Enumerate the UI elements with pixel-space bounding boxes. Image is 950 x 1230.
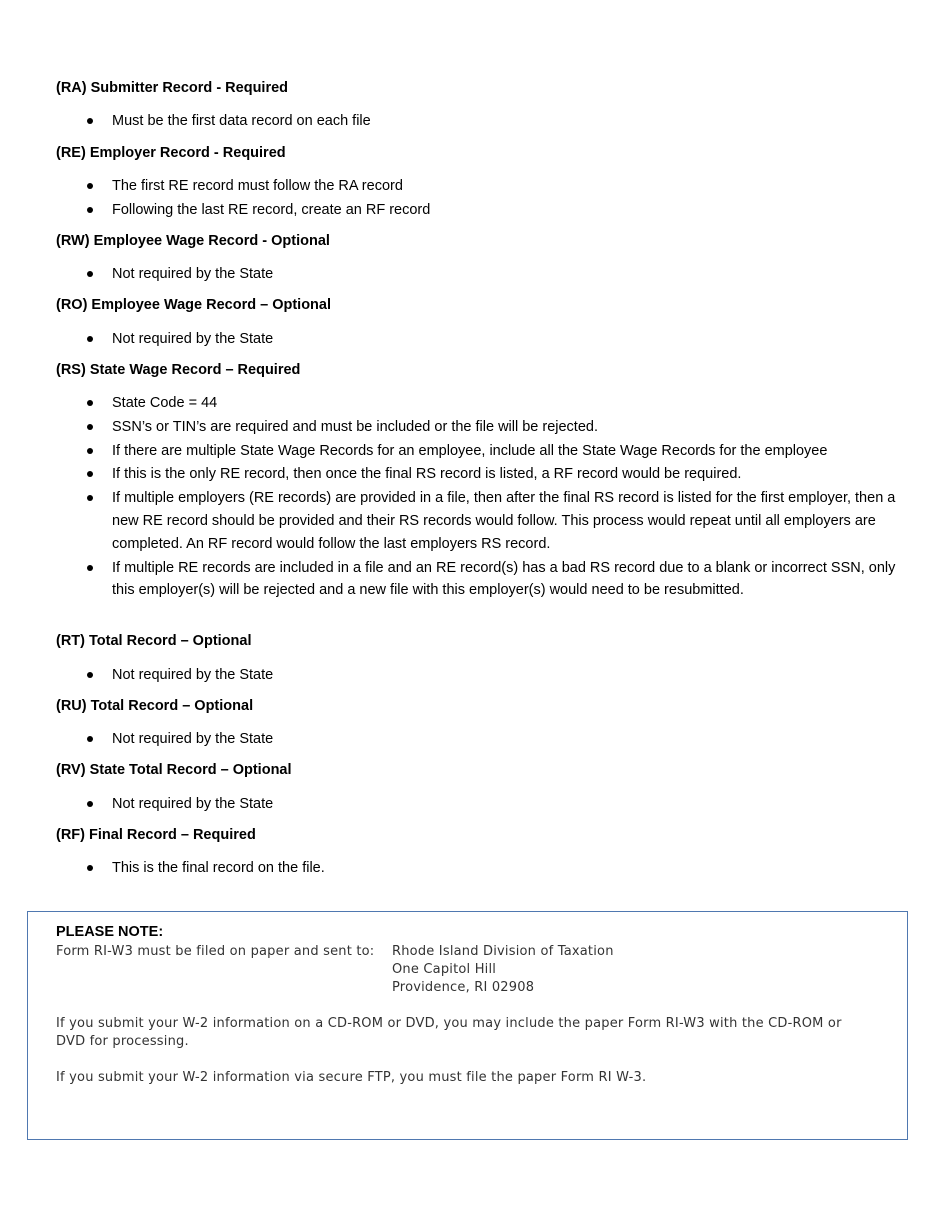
section-rt	[56, 631, 916, 687]
bullet-list	[56, 728, 916, 751]
list-item: The first RE record must follow the RA record	[56, 175, 916, 198]
section-rv	[56, 760, 916, 816]
bullet-list	[56, 793, 916, 816]
section-rf	[56, 825, 916, 880]
list-item: This is the final record on the file.	[56, 857, 916, 880]
section-heading: (RW) Employee Wage Record - Optional	[56, 233, 330, 249]
address-line: Providence, RI 02908	[392, 980, 535, 995]
list-item: Not required by the State	[56, 263, 916, 286]
section-rw	[56, 231, 916, 286]
section-heading: (RU) Total Record – Optional	[56, 698, 254, 714]
ftp-paragraph: If you submit your W-2 information via secure FTP, you must file the paper Form RI W-3.	[56, 1070, 647, 1085]
list-item: If this is the only RE record, then once the final RS record is listed, a RF record would be required.	[56, 463, 916, 486]
section-ro	[56, 295, 916, 351]
list-item: Following the last RE record, create an RF record	[56, 199, 916, 222]
mailing-address	[392, 943, 614, 997]
please-note-box	[27, 911, 908, 1140]
section-rs	[56, 360, 916, 602]
list-item: Must be the first data record on each file	[56, 110, 916, 133]
list-item: Not required by the State	[56, 728, 916, 751]
list-item: If multiple RE records are included in a file and an RE record(s) has a bad RS record due to a blank or incorrect SSN, only this employer(s) will be rejected and a new file with this employer(s) would need to be resubmitted.	[56, 557, 916, 603]
address-line: Rhode Island Division of Taxation	[392, 944, 614, 959]
note-title: PLEASE NOTE:	[56, 924, 164, 940]
section-heading: (RO) Employee Wage Record – Optional	[56, 297, 332, 313]
filing-instruction: Form RI-W3 must be filed on paper and sent to:	[56, 944, 375, 959]
list-item: If there are multiple State Wage Records for an employee, include all the State Wage Records for the employee	[56, 440, 916, 463]
list-item: Not required by the State	[56, 664, 916, 687]
list-item: SSN’s or TIN’s are required and must be included or the file will be rejected.	[56, 416, 916, 439]
list-item: Not required by the State	[56, 793, 916, 816]
bullet-list	[56, 328, 916, 351]
section-heading: (RE) Employer Record - Required	[56, 145, 286, 161]
section-re	[56, 143, 916, 222]
list-item: If multiple employers (RE records) are provided in a file, then after the final RS record is listed for the first employer, then a new RE record should be provided and their RS records would follow. This process would repeat until all employers are completed. An RF record would follow the last employers RS record.	[56, 487, 916, 555]
bullet-list	[56, 857, 916, 880]
section-heading: (RV) State Total Record – Optional	[56, 762, 292, 778]
bullet-list	[56, 392, 916, 602]
list-item: State Code = 44	[56, 392, 916, 415]
section-ra	[56, 78, 916, 133]
bullet-list	[56, 263, 916, 286]
cd-rom-paragraph: If you submit your W-2 information on a CD-ROM or DVD, you may include the paper Form RI-W3 with the CD-ROM or DVD for processing.	[56, 1016, 842, 1049]
list-item: Not required by the State	[56, 328, 916, 351]
section-heading: (RS) State Wage Record – Required	[56, 362, 301, 378]
section-heading: (RT) Total Record – Optional	[56, 633, 252, 649]
section-heading: (RA) Submitter Record - Required	[56, 80, 289, 96]
bullet-list	[56, 175, 916, 222]
section-ru	[56, 696, 916, 751]
section-heading: (RF) Final Record – Required	[56, 827, 256, 843]
address-line: One Capitol Hill	[392, 962, 497, 977]
bullet-list	[56, 110, 916, 133]
bullet-list	[56, 664, 916, 687]
